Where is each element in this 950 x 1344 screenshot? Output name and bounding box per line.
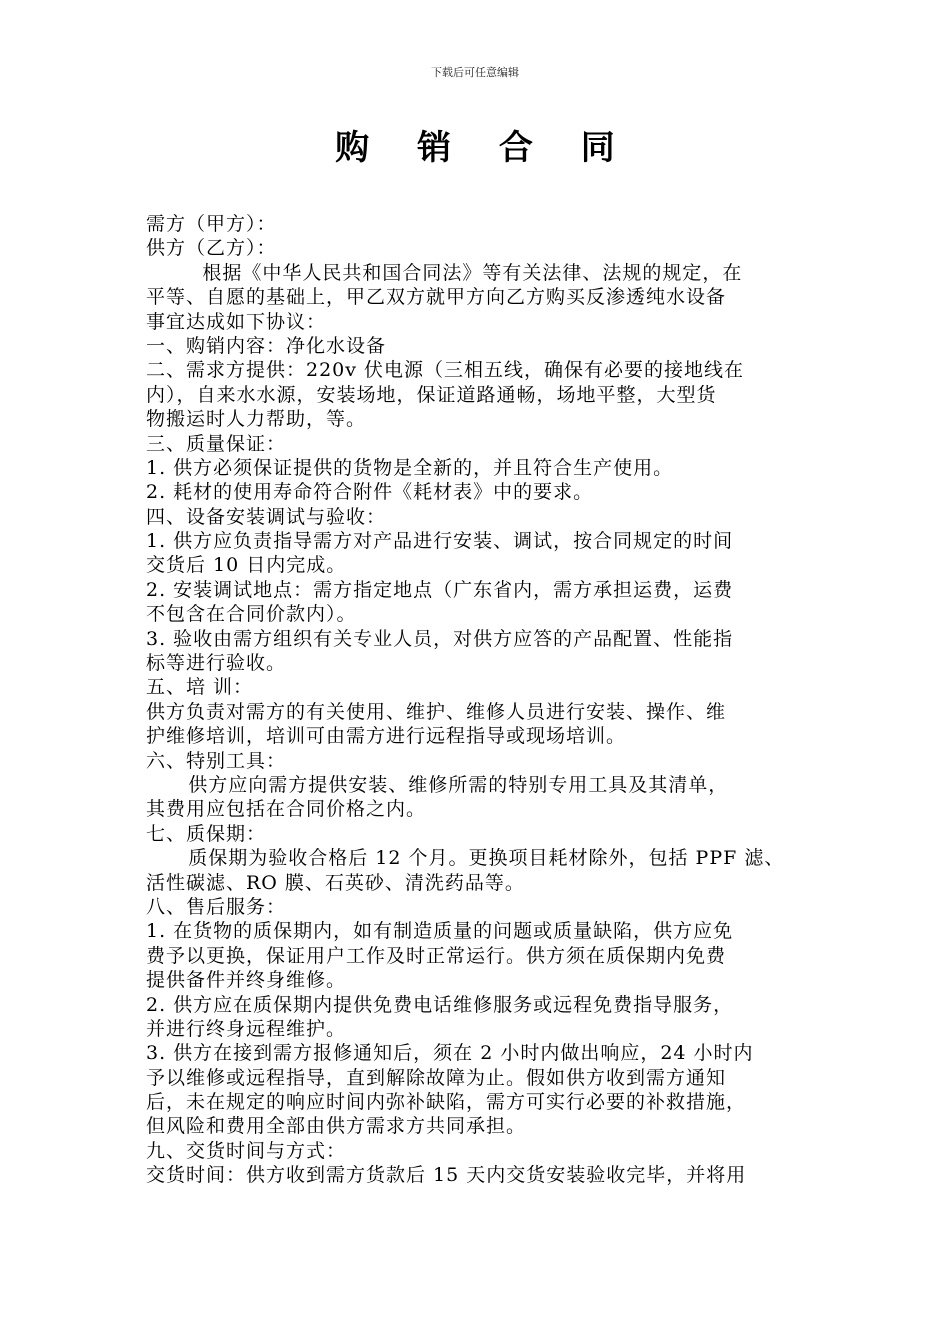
text-line: 费予以更换，保证用户工作及时正常运行。供方须在质保期内免费: [146, 944, 727, 967]
text-line: 事宜达成如下协议：: [146, 310, 327, 333]
text-line: 但风险和费用全部由供方需求方共同承担。: [146, 1115, 527, 1138]
text-line: 后，未在规定的响应时间内弥补缺陷，需方可实行必要的补救措施，: [146, 1091, 747, 1114]
text-line: 并进行终身远程维护。: [146, 1017, 347, 1040]
text-line: 供方应向需方提供安装、维修所需的特别专用工具及其清单，: [146, 773, 729, 796]
section-heading: 三、质量保证：: [146, 432, 287, 455]
document-title: 购 销 合 同: [335, 128, 633, 168]
section-heading: 八、售后服务：: [146, 895, 287, 918]
text-line: 1. 供方必须保证提供的货物是全新的，并且符合生产使用。: [146, 456, 674, 479]
section-heading: 四、设备安装调试与验收：: [146, 505, 387, 528]
text-line: 2. 耗材的使用寿命符合附件《耗材表》中的要求。: [146, 481, 594, 504]
text-line: 1. 在货物的质保期内，如有制造质量的问题或质量缺陷，供方应免: [146, 920, 734, 943]
text-line: 质保期为验收合格后 12 个月。更换项目耗材除外，包括 PPF 滤、: [146, 847, 785, 870]
text-line: 2. 供方应在质保期内提供免费电话维修服务或远程免费指导服务，: [146, 993, 734, 1016]
contract-body: [146, 212, 816, 1188]
text-line: 根据《中华人民共和国合同法》等有关法律、法规的规定，在: [146, 261, 743, 284]
text-line: 3. 供方在接到需方报修通知后，须在 2 小时内做出响应，24 小时内: [146, 1042, 754, 1065]
text-line: 不包含在合同价款内）。: [146, 603, 357, 626]
text-line: 内），自来水水源，安装场地，保证道路通畅，场地平整，大型货: [146, 383, 717, 406]
section-heading: 六、特别工具：: [146, 749, 287, 772]
text-line: 予以维修或远程指导，直到解除故障为止。假如供方收到需方通知: [146, 1066, 727, 1089]
text-line: 3. 验收由需方组织有关专业人员，对供方应答的产品配置、性能指: [146, 627, 734, 650]
text-line: 2. 安装调试地点：需方指定地点（广东省内，需方承担运费，运费: [146, 578, 734, 601]
text-line: 1. 供方应负责指导需方对产品进行安装、调试，按合同规定的时间: [146, 530, 734, 553]
text-line: 交货时间：供方收到需方货款后 15 天内交货安装验收完毕，并将用: [146, 1164, 747, 1187]
text-line: 活性碳滤、RO 膜、石英砂、清洗药品等。: [146, 871, 525, 894]
text-line: 提供备件并终身维修。: [146, 969, 347, 992]
section-heading: 二、需求方提供：220v 伏电源（三相五线，确保有必要的接地线在: [146, 359, 745, 382]
text-line: 供方（乙方）：: [146, 237, 277, 260]
header-note: 下载后可任意编辑: [431, 66, 519, 79]
text-line: 供方负责对需方的有关使用、维护、维修人员进行安装、操作、维: [146, 700, 727, 723]
text-line: 护维修培训，培训可由需方进行远程指导或现场培训。: [146, 725, 627, 748]
text-line: 交货后 10 日内完成。: [146, 554, 347, 577]
text-line: 其费用应包括在合同价格之内。: [146, 798, 427, 821]
section-heading: 一、购销内容：净化水设备: [146, 334, 387, 357]
text-line: 物搬运时人力帮助，等。: [146, 408, 367, 431]
text-line: 平等、自愿的基础上，甲乙双方就甲方向乙方购买反渗透纯水设备: [146, 286, 727, 309]
text-line: 需方（甲方）：: [146, 213, 277, 235]
text-line: 标等进行验收。: [146, 652, 287, 675]
section-heading: 九、交货时间与方式：: [146, 1139, 347, 1162]
section-heading: 七、质保期：: [146, 822, 267, 845]
section-heading: 五、培 训：: [146, 676, 254, 699]
